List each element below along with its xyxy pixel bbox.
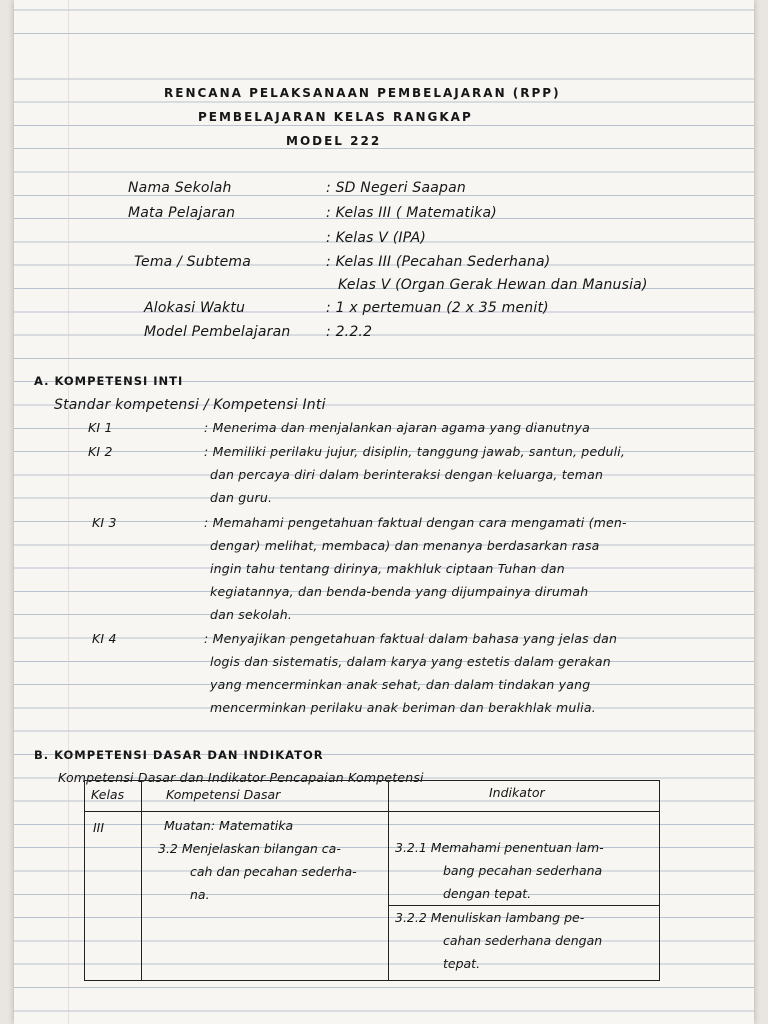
section-b-title: B. KOMPETENSI DASAR DAN INDIKATOR <box>34 748 324 762</box>
value-mapel-kelas-5: : Kelas V (IPA) <box>326 230 427 246</box>
cell-indikator-1-line-1: 3.2.1 Memahami penentuan lam- <box>395 840 604 855</box>
ki3-text-4: kegiatannya, dan benda-benda yang dijumpainya dirumah <box>210 584 589 599</box>
ki2-text-1: : Memiliki perilaku jujur, disiplin, tanggung jawab, santun, peduli, <box>204 444 626 459</box>
value-model-pembelajaran: : 2.2.2 <box>326 324 373 340</box>
kd-indikator-table <box>84 780 660 981</box>
ki2-text-2: dan percaya diri dalam berinteraksi dengan keluarga, teman <box>210 467 604 482</box>
ki3-text-3: ingin tahu tentang dirinya, makhluk ciptaan Tuhan dan <box>210 561 565 576</box>
ki2-text-3: dan guru. <box>210 490 273 505</box>
page-margin-line <box>68 0 69 1024</box>
ki4-text-1: : Menyajikan pengetahuan faktual dalam bahasa yang jelas dan <box>204 631 618 646</box>
ki3-label: KI 3 <box>92 515 117 530</box>
table-row <box>85 812 660 981</box>
cell-muatan: Muatan: Matematika <box>164 818 294 833</box>
cell-indikator-1-line-2: bang pecahan sederhana <box>443 863 603 878</box>
title-line-3: MODEL 222 <box>286 134 382 148</box>
label-mata-pelajaran: Mata Pelajaran <box>128 205 236 221</box>
value-tema-kelas-5: Kelas V (Organ Gerak Hewan dan Manusia) <box>338 277 648 293</box>
cell-kd-line-1: 3.2 Menjelaskan bilangan ca- <box>158 841 341 856</box>
ki4-text-4: mencerminkan perilaku anak beriman dan berakhlak mulia. <box>210 700 596 715</box>
ki4-label: KI 4 <box>92 631 117 646</box>
ki2-label: KI 2 <box>88 444 113 459</box>
cell-indikator-1-line-3: dengan tepat. <box>443 886 532 901</box>
value-tema-kelas-3: : Kelas III (Pecahan Sederhana) <box>326 254 551 270</box>
header-kompetensi-dasar: Kompetensi Dasar <box>166 787 281 802</box>
label-nama-sekolah: Nama Sekolah <box>128 180 232 196</box>
ki3-text-5: dan sekolah. <box>210 607 293 622</box>
section-a-title: A. KOMPETENSI INTI <box>34 374 184 388</box>
value-alokasi-waktu: : 1 x pertemuan (2 x 35 menit) <box>326 300 549 316</box>
title-line-2: PEMBELAJARAN KELAS RANGKAP <box>198 110 473 124</box>
title-line-1: RENCANA PELAKSANAAN PEMBELAJARAN (RPP) <box>164 86 561 100</box>
cell-indikator-2-line-2: cahan sederhana dengan <box>443 933 603 948</box>
value-nama-sekolah: : SD Negeri Saapan <box>326 180 466 196</box>
cell-kd-line-3: na. <box>190 887 210 902</box>
cell-indikator-2-line-3: tepat. <box>443 956 481 971</box>
label-model-pembelajaran: Model Pembelajaran <box>144 324 291 340</box>
header-kelas: Kelas <box>91 787 125 802</box>
ki4-text-3: yang mencerminkan anak sehat, dan dalam tindakan yang <box>210 677 591 692</box>
cell-kd-line-2: cah dan pecahan sederha- <box>190 864 357 879</box>
header-indikator: Indikator <box>489 785 545 800</box>
label-alokasi-waktu: Alokasi Waktu <box>144 300 246 316</box>
cell-indikator-2-line-1: 3.2.2 Menuliskan lambang pe- <box>395 910 585 925</box>
table-header-row <box>85 781 660 812</box>
ki1-text: : Menerima dan menjalankan ajaran agama yang dianutnya <box>204 420 590 435</box>
label-tema: Tema / Subtema <box>134 254 252 270</box>
ki3-text-1: : Memahami pengetahuan faktual dengan cara mengamati (men- <box>204 515 627 530</box>
section-b-subtitle: Kompetensi Dasar dan Indikator Pencapaian Kompetensi <box>58 770 424 785</box>
value-mapel-kelas-3: : Kelas III ( Matematika) <box>326 205 497 221</box>
ki1-label: KI 1 <box>88 420 113 435</box>
ki4-text-2: logis dan sistematis, dalam karya yang estetis dalam gerakan <box>210 654 611 669</box>
section-a-subtitle: Standar kompetensi / Kompetensi Inti <box>54 397 326 413</box>
cell-kelas: III <box>93 820 105 835</box>
ki3-text-2: dengar) melihat, membaca) dan menanya berdasarkan rasa <box>210 538 600 553</box>
